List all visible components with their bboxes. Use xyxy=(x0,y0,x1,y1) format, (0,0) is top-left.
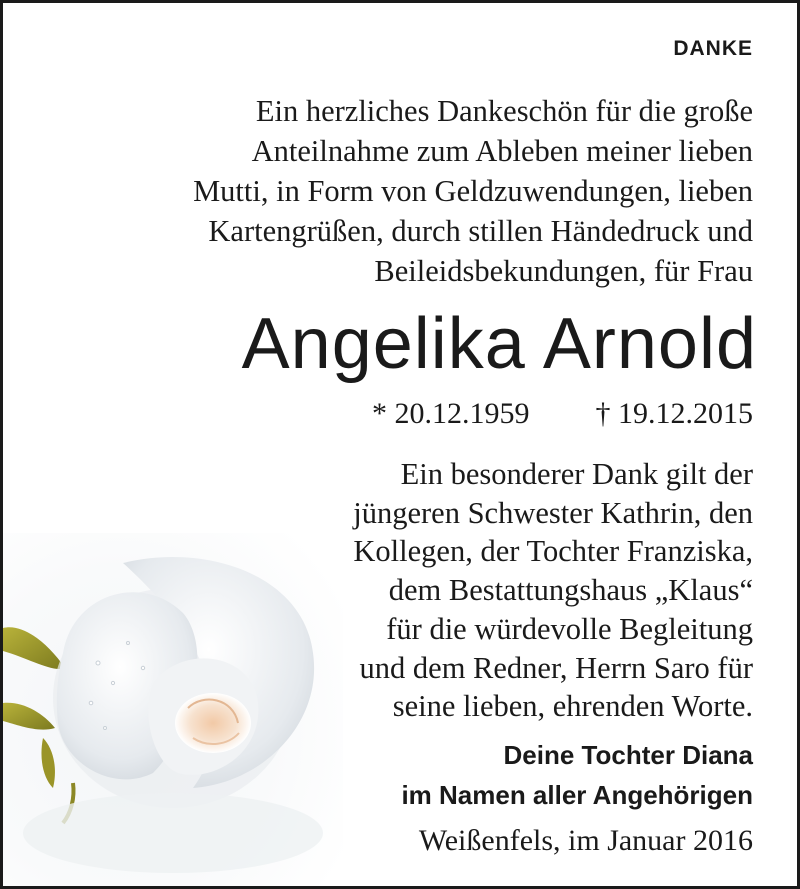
thanks-line: jüngeren Schwester Kathrin, den xyxy=(353,495,753,530)
white-rose-image xyxy=(3,533,343,889)
thanks-line: Kollegen, der Tochter Franziska, xyxy=(353,534,753,569)
life-dates xyxy=(372,396,753,432)
thanks-text xyxy=(353,455,753,726)
thanks-line: seine lieben, ehrenden Worte. xyxy=(392,689,753,724)
thanks-line: dem Bestattungshaus „Klaus“ xyxy=(388,573,753,608)
signature-line: Deine Tochter Diana xyxy=(503,740,753,770)
intro-line: Ein herzliches Dankeschön für die große xyxy=(255,94,753,128)
intro-line: Anteilnahme zum Ableben meiner lieben xyxy=(251,134,753,168)
place-date: Weißenfels, im Januar 2016 xyxy=(418,824,753,857)
signature-line: im Namen aller Angehörigen xyxy=(401,780,753,810)
intro-line: Mutti, in Form von Geldzuwendungen, lieben xyxy=(193,174,753,208)
deceased-name: Angelika Arnold xyxy=(241,304,757,384)
thanks-line: und dem Redner, Herrn Saro für xyxy=(359,650,753,685)
death-date: † 19.12.2015 xyxy=(595,397,753,430)
intro-line: Kartengrüßen, durch stillen Händedruck und xyxy=(208,214,753,248)
thanks-line: für die würdevolle Begleitung xyxy=(386,611,753,646)
signature xyxy=(401,735,753,815)
thanks-line: Ein besonderer Dank gilt der xyxy=(400,457,753,491)
intro-line: Beileidsbekundungen, für Frau xyxy=(374,254,753,288)
heading: DANKE xyxy=(673,37,753,60)
intro-text xyxy=(53,91,753,291)
birth-date: * 20.12.1959 xyxy=(372,397,530,430)
